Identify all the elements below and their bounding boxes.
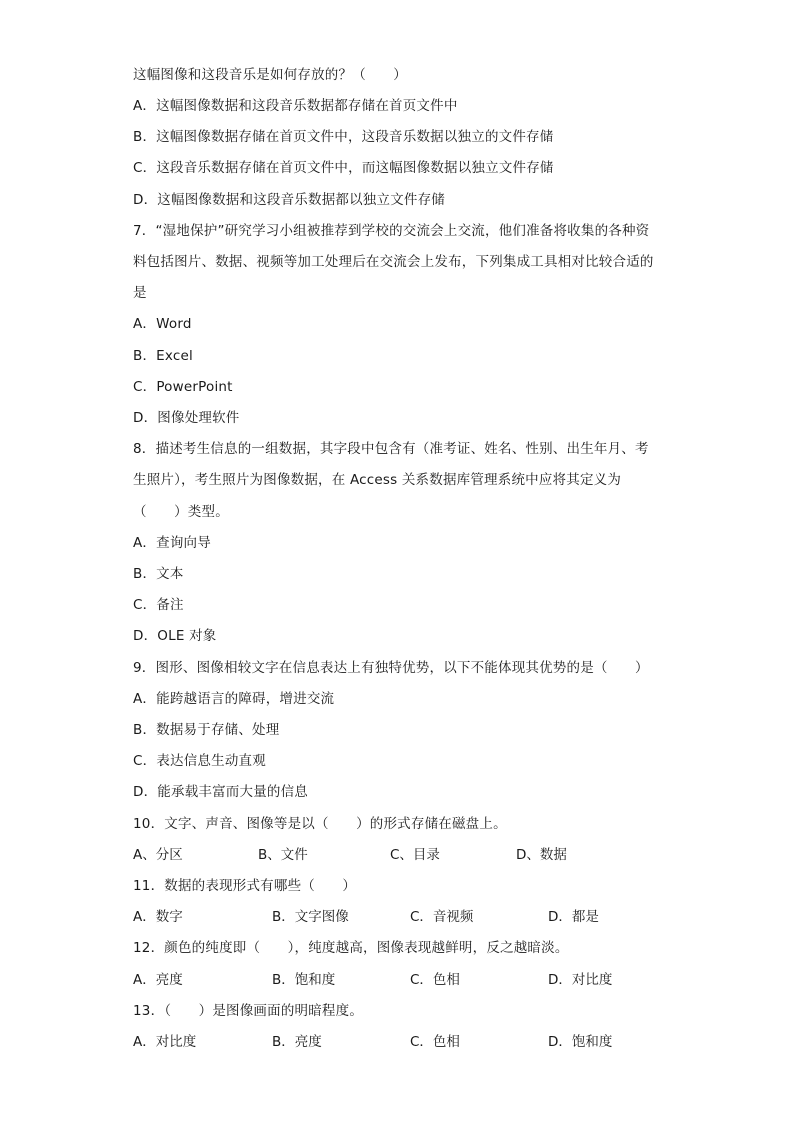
- q8-stem-line-3: （ ）类型。: [133, 504, 229, 520]
- q9-stem: 9．图形、图像相较文字在信息表达上有独特优势，以下不能体现其优势的是（ ）: [133, 660, 649, 676]
- q13-stem: 13．（ ）是图像画面的明暗程度。: [133, 1003, 364, 1019]
- q8-option-d: D．OLE 对象: [133, 628, 217, 644]
- q8-stem-line-2: 生照片），考生照片为图像数据，在 Access 关系数据库管理系统中应将其定义为: [133, 472, 622, 488]
- q7-stem-line-3: 是: [133, 285, 147, 301]
- q11-option-a: A．数字: [133, 909, 183, 925]
- q10-option-d: D、数据: [516, 847, 567, 863]
- q11-option-b: B．文字图像: [272, 909, 349, 925]
- q12-option-c: C．色相: [410, 972, 460, 988]
- q12-option-a: A．亮度: [133, 972, 183, 988]
- q12-option-b: B．饱和度: [272, 972, 336, 988]
- q7-stem-line-2: 料包括图片、数据、视频等加工处理后在交流会上发布，下列集成工具相对比较合适的: [133, 254, 654, 270]
- q10-options-row: [133, 846, 693, 864]
- q10-stem: 10．文字、声音、图像等是以（ ）的形式存储在磁盘上。: [133, 816, 507, 832]
- q13-options-row: [133, 1033, 693, 1051]
- q7-option-d: D．图像处理软件: [133, 410, 240, 426]
- q10-option-b: B、文件: [258, 847, 308, 863]
- q8-option-b: B．文本: [133, 566, 184, 582]
- q6-option-d: D．这幅图像数据和这段音乐数据都以独立文件存储: [133, 192, 445, 208]
- q11-options-row: [133, 908, 693, 926]
- q8-option-a: A．查询向导: [133, 535, 211, 551]
- q6-stem-line: 这幅图像和这段音乐是如何存放的？（ ）: [133, 67, 407, 83]
- q12-stem: 12．颜色的纯度即（ ），纯度越高，图像表现越鲜明，反之越暗淡。: [133, 940, 569, 956]
- q10-option-a: A、分区: [133, 847, 183, 863]
- q9-option-c: C．表达信息生动直观: [133, 753, 266, 769]
- q13-option-d: D．饱和度: [548, 1034, 613, 1050]
- q13-option-a: A．对比度: [133, 1034, 197, 1050]
- q8-stem-line-1: 8．描述考生信息的一组数据，其字段中包含有（准考证、姓名、性别、出生年月、考: [133, 441, 649, 457]
- q9-option-a: A．能跨越语言的障碍，增进交流: [133, 691, 335, 707]
- q11-stem: 11．数据的表现形式有哪些（ ）: [133, 878, 357, 894]
- q13-option-c: C．色相: [410, 1034, 460, 1050]
- q12-options-row: [133, 971, 693, 989]
- q13-option-b: B．亮度: [272, 1034, 322, 1050]
- q9-option-d: D．能承载丰富而大量的信息: [133, 784, 308, 800]
- q11-option-c: C．音视频: [410, 909, 474, 925]
- q6-option-a: A．这幅图像数据和这段音乐数据都存储在首页文件中: [133, 98, 458, 114]
- q8-option-c: C．备注: [133, 597, 184, 613]
- q11-option-d: D．都是: [548, 909, 599, 925]
- q6-option-b: B．这幅图像数据存储在首页文件中，这段音乐数据以独立的文件存储: [133, 129, 554, 145]
- q7-option-c: C．PowerPoint: [133, 379, 233, 395]
- q7-option-b: B．Excel: [133, 348, 193, 364]
- q12-option-d: D．对比度: [548, 972, 613, 988]
- q7-option-a: A．Word: [133, 316, 192, 332]
- q7-stem-line-1: 7．“湿地保护”研究学习小组被推荐到学校的交流会上交流，他们准备将收集的各种资: [133, 223, 650, 239]
- q6-option-c: C．这段音乐数据存储在首页文件中，而这幅图像数据以独立文件存储: [133, 160, 554, 176]
- q9-option-b: B．数据易于存储、处理: [133, 722, 280, 738]
- q10-option-c: C、目录: [390, 847, 440, 863]
